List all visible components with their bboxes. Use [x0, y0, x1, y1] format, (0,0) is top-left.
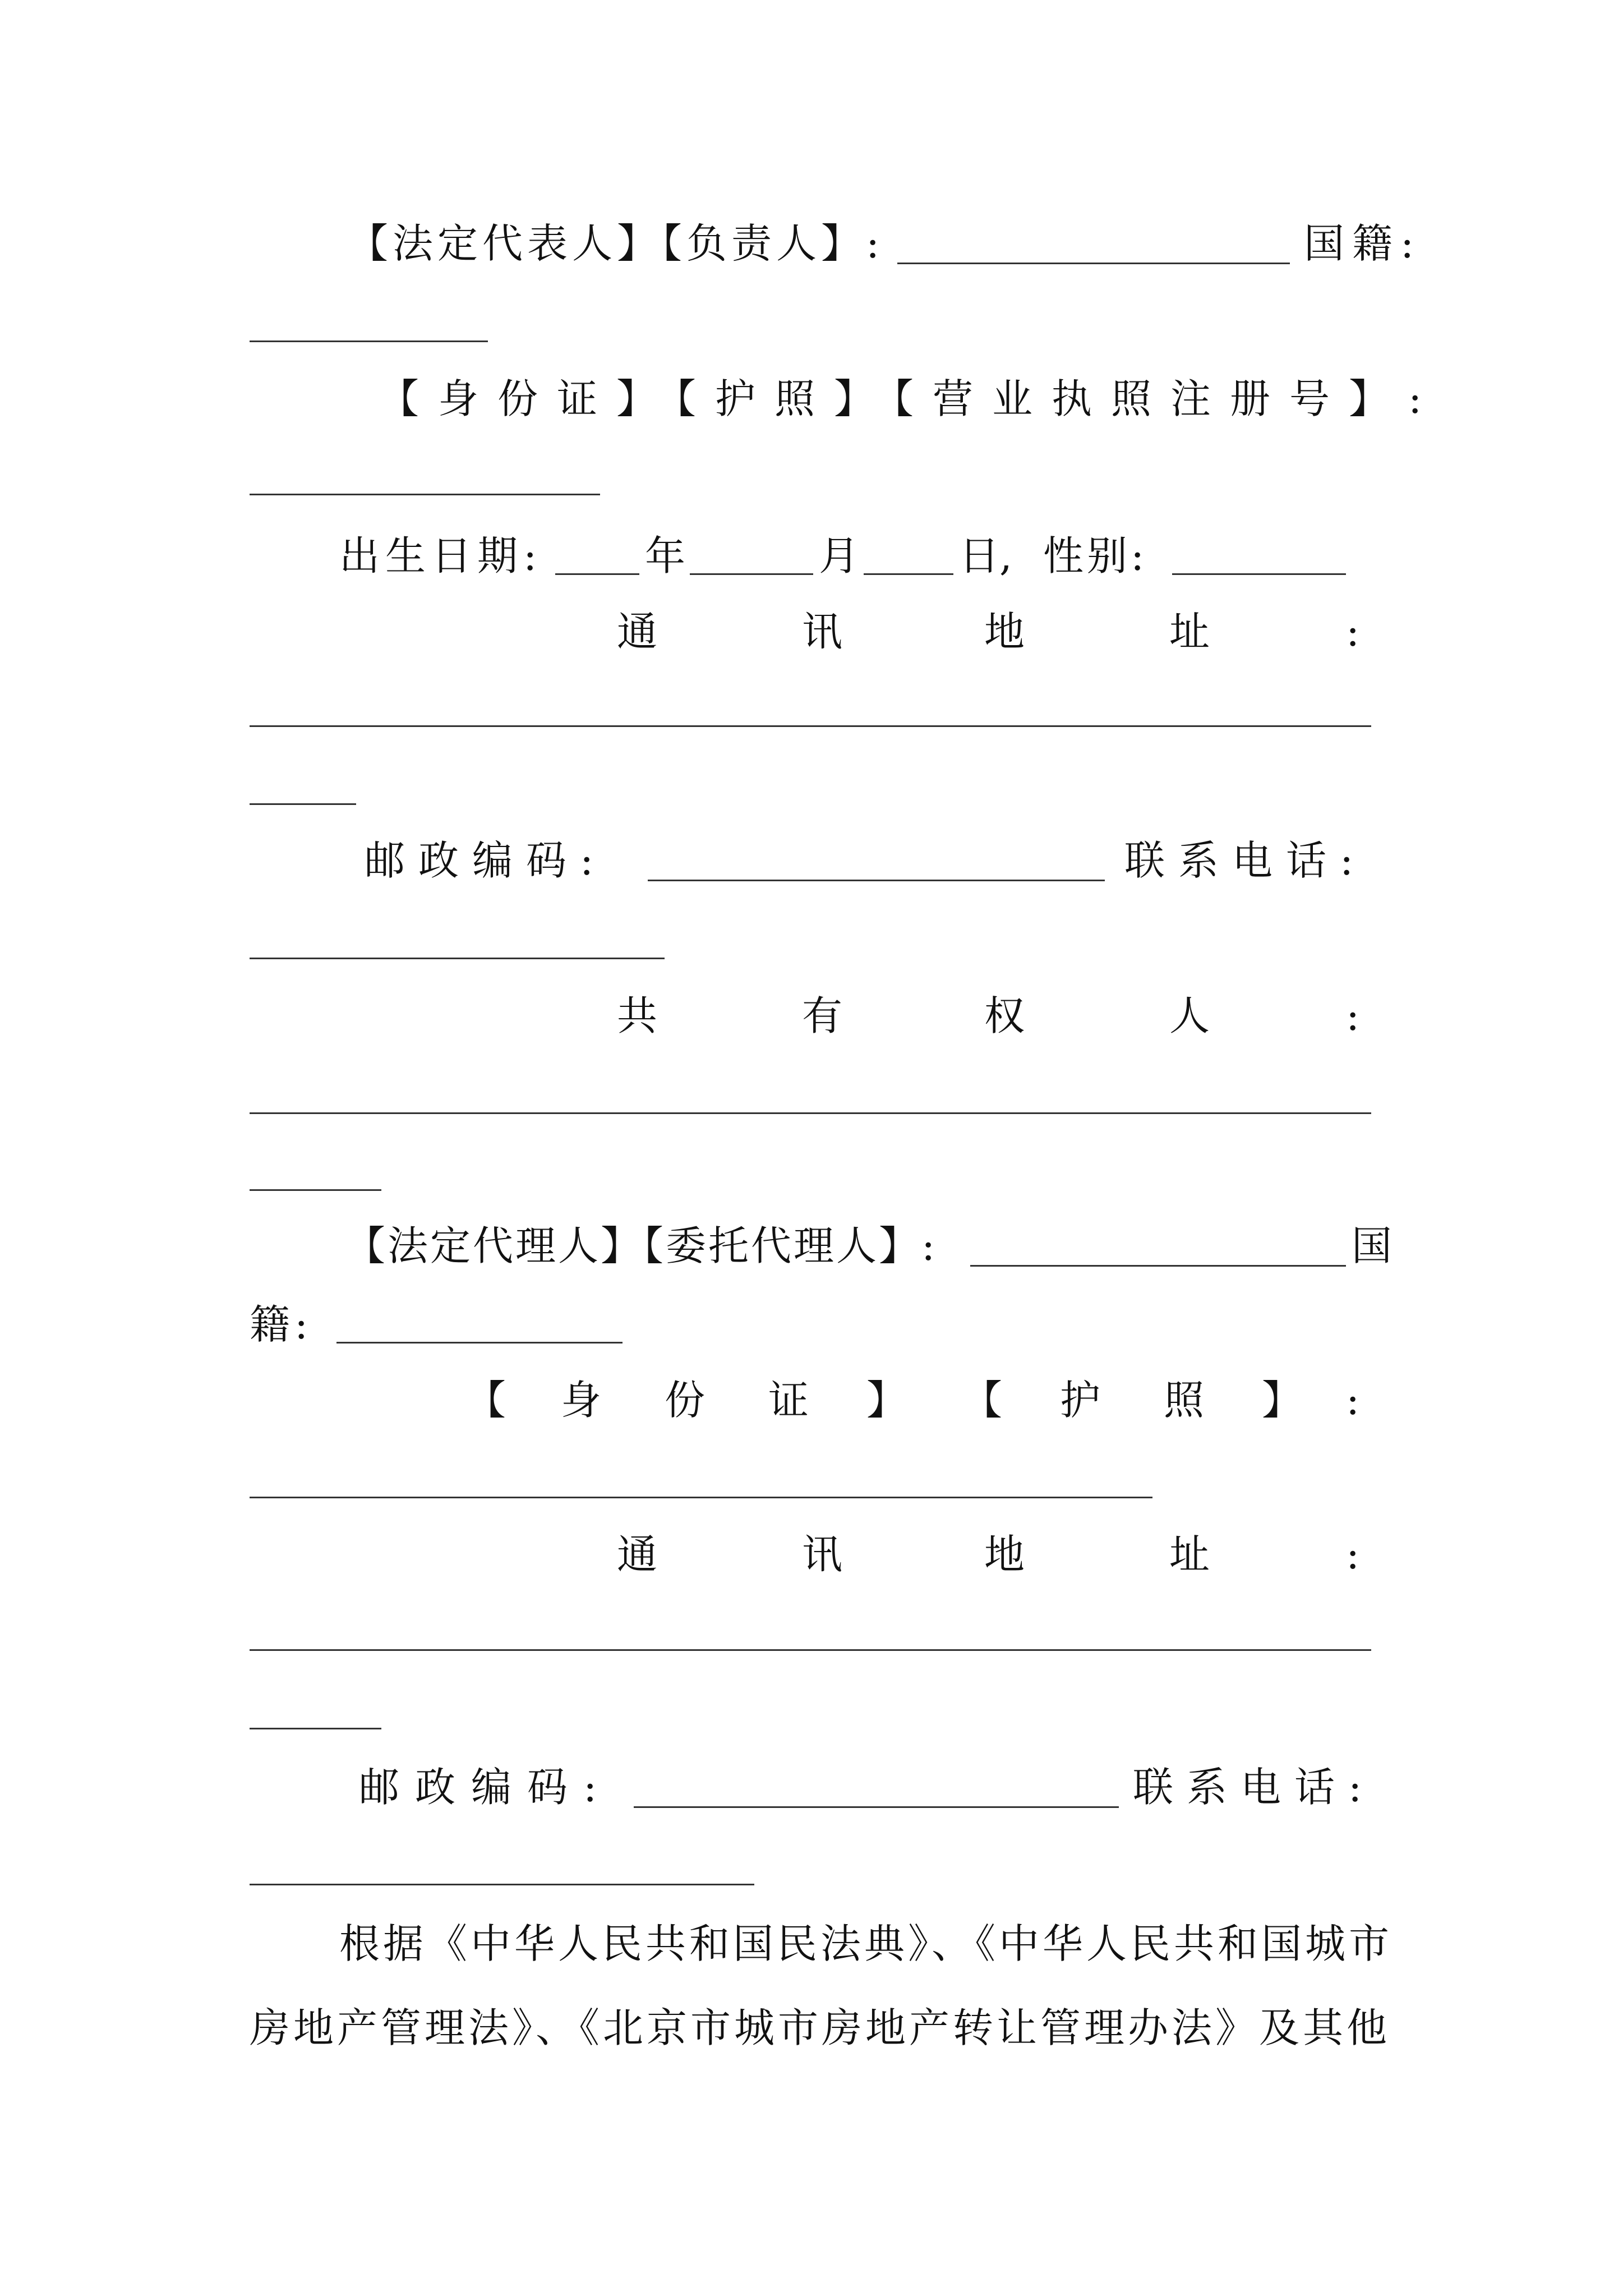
- birth-month-field[interactable]: [690, 573, 813, 575]
- agent-address-label-char: 地: [984, 1531, 1025, 1578]
- phone-label: 联系电话:: [1124, 837, 1367, 884]
- agent-field[interactable]: [970, 1265, 1346, 1267]
- agent-phone-label: 联系电话:: [1133, 1764, 1376, 1811]
- agent-address-label-char: 通: [617, 1531, 658, 1578]
- agent-id-label-char: 【: [465, 1377, 506, 1424]
- year-label: 年: [645, 532, 686, 579]
- co-owner-label-char: 共: [617, 992, 658, 1039]
- agent-id-label-char: 【: [962, 1377, 1003, 1424]
- agent-id-label-char: 证: [768, 1377, 809, 1424]
- body-paragraph: 根据《中华人民共和国民法典》、《中华人民共和国城市房地产管理法》、《北京市城市房地产转让管理办法》及其他: [250, 1920, 1393, 2051]
- agent-nationality-label: 籍:: [250, 1301, 313, 1348]
- birth-label: 出生日期:: [339, 532, 543, 579]
- agent-id-label-char: 身: [561, 1377, 602, 1424]
- id-label: 【身份证】【护照】【营业执照注册号】:: [379, 375, 1441, 422]
- rep-field[interactable]: [897, 263, 1290, 264]
- agent-address-field-line-1[interactable]: [250, 1649, 1371, 1651]
- co-owner-label-char: 权: [984, 992, 1025, 1039]
- nationality-label: 国籍:: [1304, 220, 1422, 267]
- agent-address-label-char: 讯: [802, 1531, 843, 1578]
- agent-nationality-field[interactable]: [336, 1342, 623, 1343]
- agent-id-label-char: 】: [866, 1377, 907, 1424]
- agent-address-label-char: :: [1346, 1531, 1360, 1578]
- postcode-label: 邮政编码:: [365, 837, 607, 884]
- postcode-field[interactable]: [648, 880, 1105, 881]
- nationality-field[interactable]: [250, 341, 488, 342]
- address-label-char: 址: [1169, 608, 1210, 655]
- address-label-char: 通: [617, 608, 658, 655]
- agent-id-label-char: 护: [1060, 1377, 1101, 1424]
- agent-label: 【法定代理人】【委托代理人】:: [345, 1222, 938, 1269]
- address-label-char: 地: [984, 608, 1025, 655]
- address-label-char: :: [1346, 608, 1360, 655]
- agent-postcode-field[interactable]: [634, 1806, 1119, 1808]
- agent-phone-field[interactable]: [250, 1884, 754, 1885]
- birth-year-field[interactable]: [555, 573, 639, 575]
- agent-id-label-char: :: [1346, 1377, 1360, 1424]
- address-field-line-2[interactable]: [250, 803, 356, 805]
- address-field-line-1[interactable]: [250, 725, 1371, 727]
- month-label: 月: [819, 532, 860, 579]
- co-owner-label-char: 有: [802, 992, 843, 1039]
- co-owner-field-line-1[interactable]: [250, 1112, 1371, 1114]
- co-owner-field-line-2[interactable]: [250, 1189, 381, 1191]
- phone-field[interactable]: [250, 958, 665, 959]
- agent-id-label-char: 份: [665, 1377, 706, 1424]
- rep-label: 【法定代表人】【负责人】:: [348, 220, 884, 267]
- id-field[interactable]: [250, 494, 600, 495]
- agent-nationality-label: 国: [1352, 1222, 1393, 1269]
- agent-id-field[interactable]: [250, 1497, 1152, 1498]
- birth-day-field[interactable]: [864, 573, 953, 575]
- agent-id-label-char: 照: [1164, 1377, 1205, 1424]
- address-label-char: 讯: [802, 608, 843, 655]
- day-label: 日,: [959, 532, 1012, 579]
- co-owner-label-char: :: [1346, 992, 1360, 1039]
- agent-address-field-line-2[interactable]: [250, 1728, 381, 1729]
- agent-postcode-label: 邮政编码:: [359, 1764, 613, 1811]
- agent-id-label-char: 】: [1262, 1377, 1303, 1424]
- co-owner-label-char: 人: [1169, 992, 1210, 1039]
- agent-address-label-char: 址: [1169, 1531, 1210, 1578]
- gender-field[interactable]: [1172, 573, 1346, 575]
- gender-label: 性别:: [1043, 532, 1148, 579]
